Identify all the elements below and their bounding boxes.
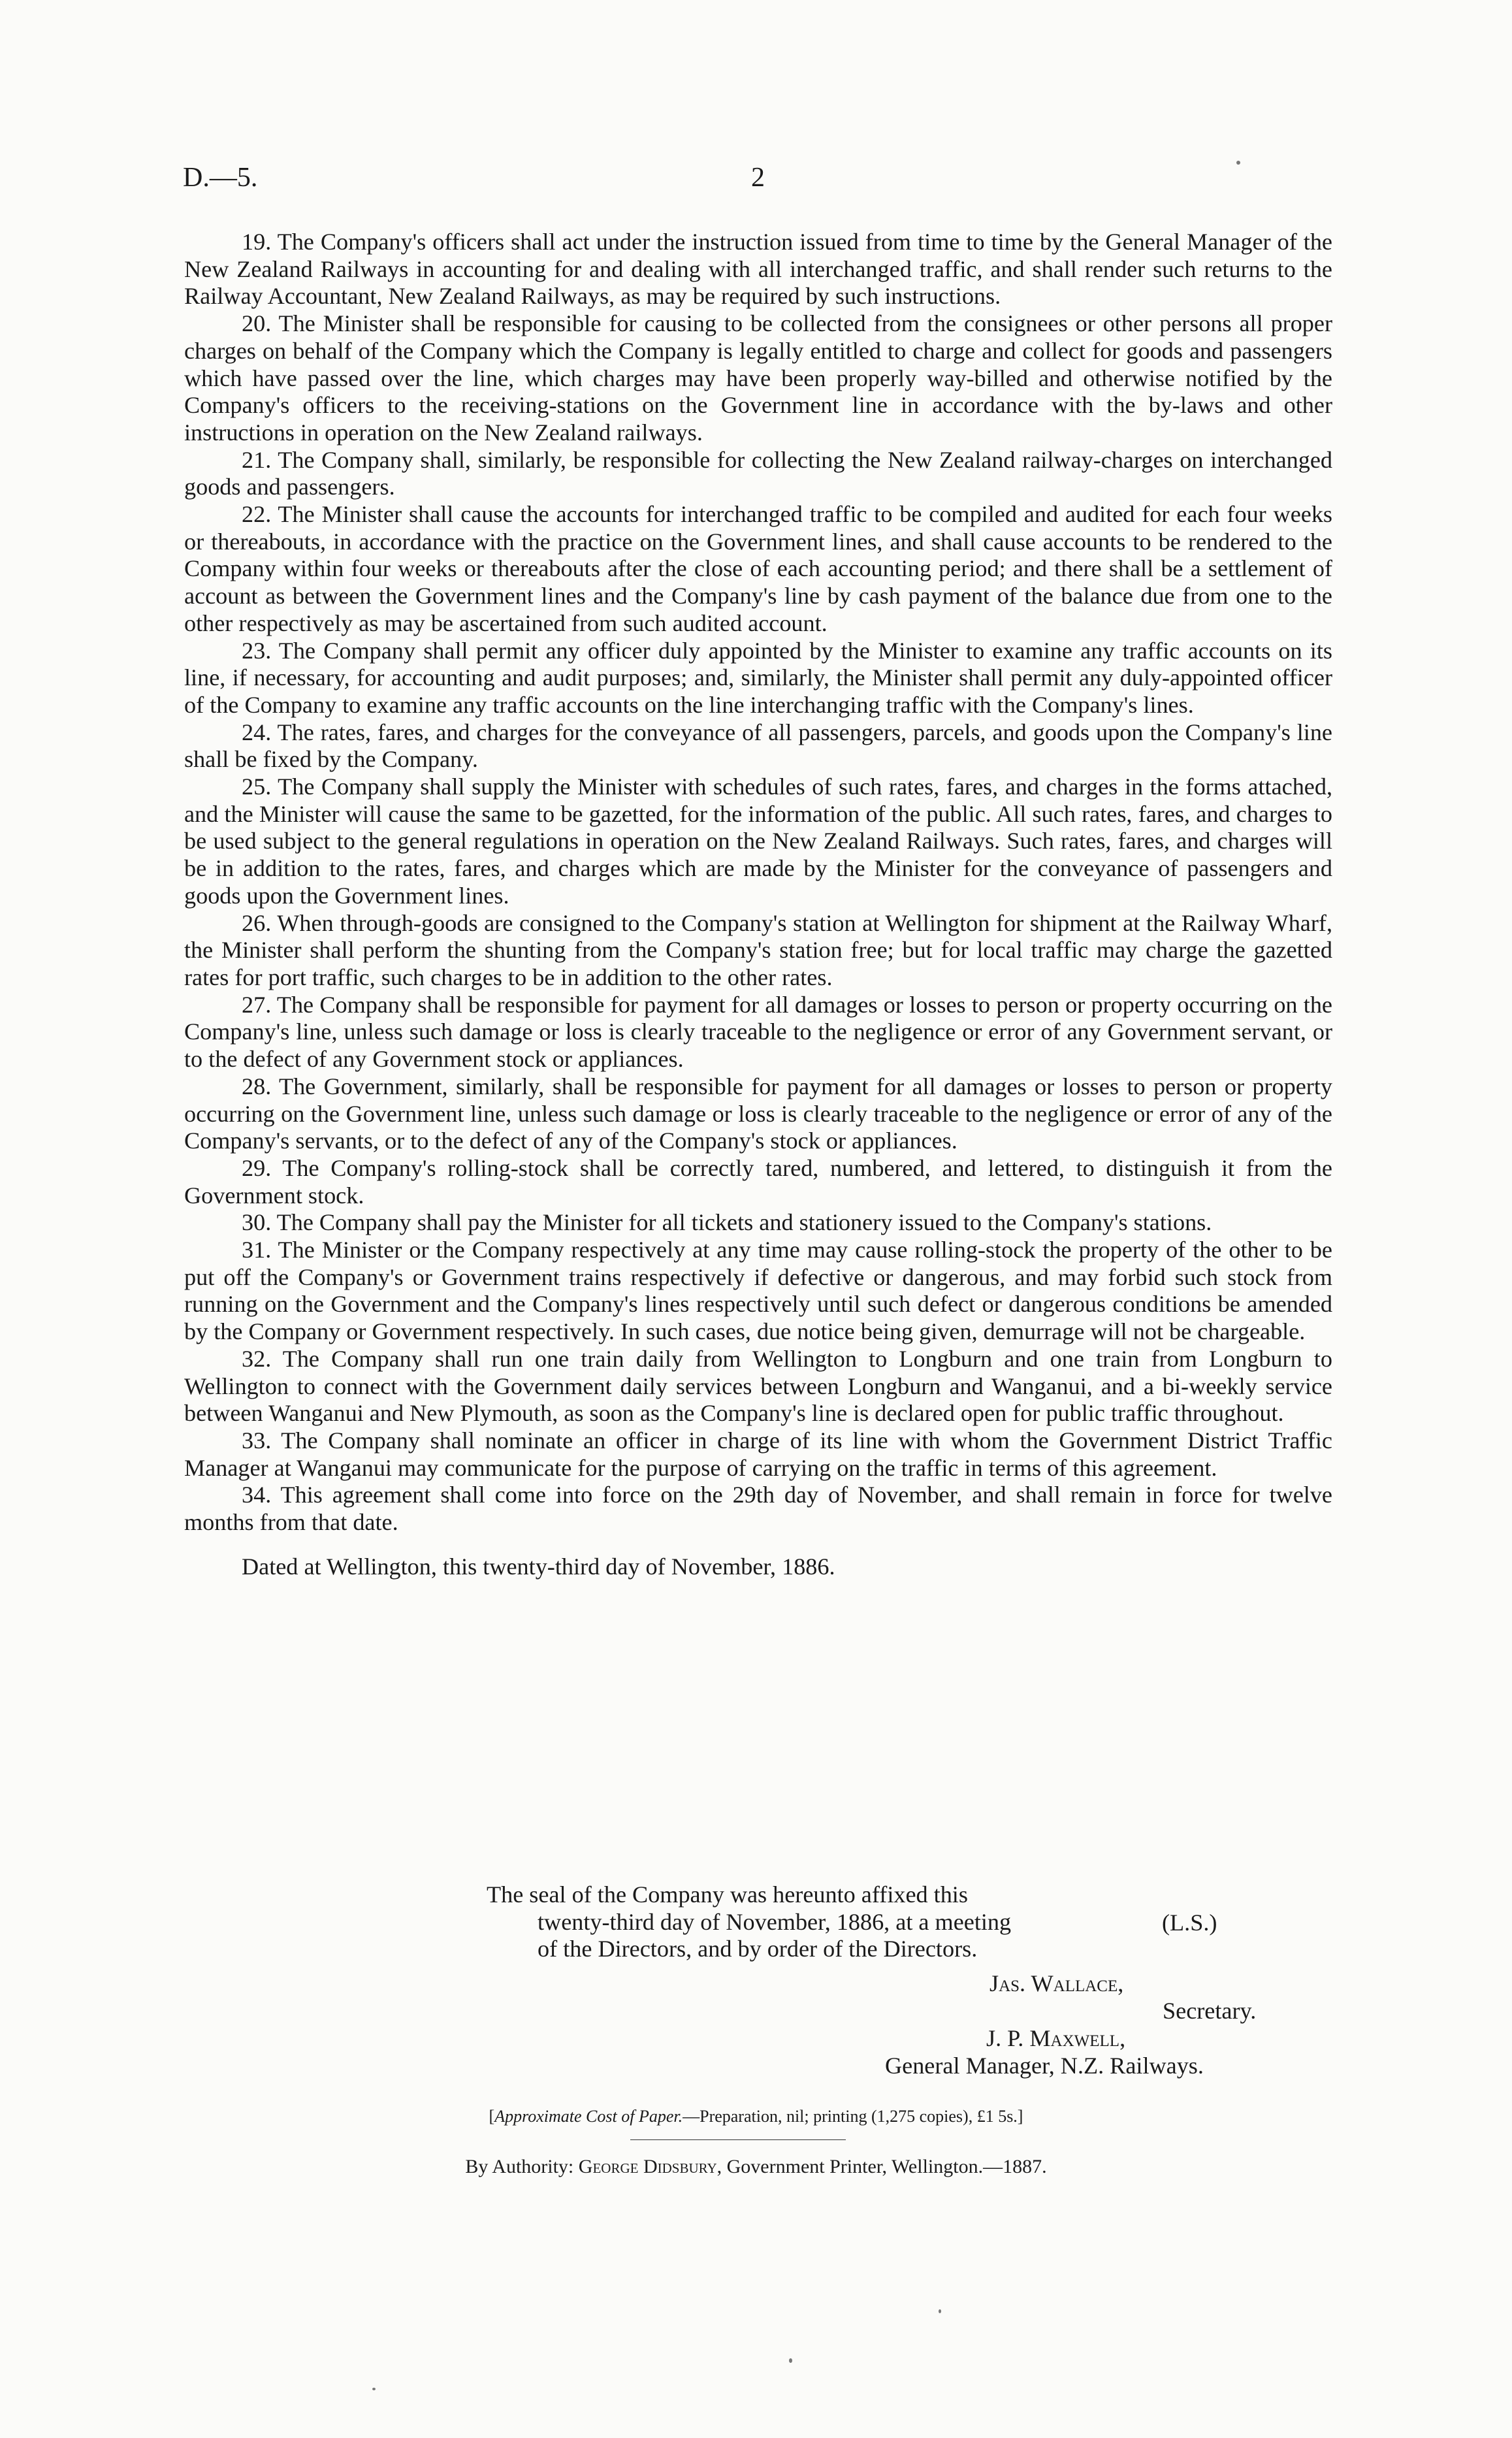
- paper-speck: [789, 2358, 792, 2363]
- clause-28: 28. The Government, similarly, shall be responsible for payment for all damages or losses to person or property occurring on the Government line, unless such damage or loss is clearly traceable to the negligence or error of any of the Company's servants, or to the defect of any of the Company's stock or appliances.: [184, 1073, 1332, 1154]
- clause-33: 33. The Company shall nominate an officer in charge of its line with whom the Government District Traffic Manager at Wanganui may communicate for the purpose of carrying on the traffic in terms of this agreement.: [184, 1427, 1332, 1481]
- seal-line-3: of the Directors, and by order of the Directors.: [538, 1936, 978, 1962]
- clause-26: 26. When through-goods are consigned to the Company's station at Wellington for shipment at the Railway Wharf, the Minister shall perform the shunting from the Company's station free; but for local traffic may charge the gazetted rates for port traffic, such charges to be in addition to the other rates.: [184, 909, 1332, 990]
- clause-34: 34. This agreement shall come into force on the 29th day of November, and shall remain in force for twelve months from that date.: [184, 1482, 1332, 1536]
- footnote-open-bracket: [: [489, 2107, 495, 2126]
- footnote-italic-label: Approximate Cost of Paper.: [494, 2107, 683, 2126]
- seal-statement: [487, 1881, 1336, 1963]
- footnote-text: —Preparation, nil; printing (1,275 copies), £1 5s.]: [683, 2107, 1023, 2126]
- paper-speck: [939, 2309, 941, 2313]
- page-header: [183, 162, 1359, 201]
- signatory-1-title: Secretary.: [1163, 1998, 1257, 2024]
- paper-speck: [1236, 161, 1240, 165]
- signatory-2-name: J. P. Maxwell,: [986, 2025, 1126, 2051]
- signatory-1-name: Jas. Wallace,: [989, 1970, 1124, 1996]
- clause-19: 19. The Company's officers shall act under the instruction issued from time to time by the General Manager of the New Zealand Railways in accounting for and dealing with all interchanged traffic, and shall render such returns to the Railway Accountant, New Zealand Railways, as may be required by such instructions.: [184, 229, 1332, 310]
- authority-prefix: By Authority:: [465, 2156, 579, 2177]
- seal-line-2: twenty-third day of November, 1886, at a meeting: [538, 1908, 1012, 1935]
- printer-imprint: [0, 2156, 1512, 2178]
- dated-line: Dated at Wellington, this twenty-third day of November, 1886.: [242, 1553, 835, 1580]
- paper-speck: [372, 2388, 376, 2390]
- clause-27: 27. The Company shall be responsible for payment for all damages or losses to person or property occurring on the Company's line, unless such damage or loss is clearly traceable to the negligence or error of any Government servant, or to the defect of any Government stock or appliances.: [184, 991, 1332, 1073]
- document-reference: D.—5.: [183, 163, 258, 193]
- page-number: 2: [751, 163, 765, 193]
- clause-25: 25. The Company shall supply the Minister with schedules of such rates, fares, and charges in the forms attached, and the Minister will cause the same to be gazetted, for the information of the public. All such rates, fares, and charges to be used subject to the general regulations in operation on the New Zealand Railways. Such rates, fares, and charges will be in addition to the rates, fares, and charges which are made by the Minister for the conveyance of passengers and goods upon the Government lines.: [184, 773, 1332, 909]
- agreement-clauses: [184, 229, 1332, 1580]
- clause-24: 24. The rates, fares, and charges for the conveyance of all passengers, parcels, and goods upon the Company's line shall be fixed by the Company.: [184, 719, 1332, 773]
- locus-sigilli: (L.S.): [1162, 1910, 1217, 1936]
- printer-name: George Didsbury: [578, 2156, 717, 2177]
- clause-30: 30. The Company shall pay the Minister for all tickets and stationery issued to the Company's stations.: [242, 1209, 1212, 1236]
- clause-32: 32. The Company shall run one train daily from Wellington to Longburn and one train from Longburn to Wellington to connect with the Government daily services between Longburn and Wanganui, and a bi-weekly service between Wanganui and New Plymouth, as soon as the Company's line is declared open for public traffic throughout.: [184, 1345, 1332, 1427]
- clause-20: 20. The Minister shall be responsible for causing to be collected from the consignees or other persons all proper charges on behalf of the Company which the Company is legally entitled to charge and collect for goods and passengers which have passed over the line, which charges may have been properly way-billed and otherwise notified by the Company's officers to the receiving-stations on the Government line in accordance with the by-laws and other instructions in operation on the New Zealand railways.: [184, 310, 1332, 446]
- clause-29: 29. The Company's rolling-stock shall be correctly tared, numbered, and lettered, to distinguish it from the Government stock.: [184, 1154, 1332, 1209]
- signatory-2-title: General Manager, N.Z. Railways.: [885, 2053, 1204, 2079]
- cost-of-paper-note: [0, 2107, 1512, 2126]
- clause-23: 23. The Company shall permit any officer duly appointed by the Minister to examine any traffic accounts on its line, if necessary, for accounting and audit purposes; and, similarly, the Minister shall permit any duly-appointed officer of the Company to examine any traffic accounts on the line interchanging traffic with the Company's lines.: [184, 637, 1332, 718]
- authority-suffix: , Government Printer, Wellington.—1887.: [716, 2156, 1047, 2177]
- clause-31: 31. The Minister or the Company respectively at any time may cause rolling-stock the property of the other to be put off the Company's or Government trains respectively if defective or dangerous, and may forbid such stock from running on the Government and the Company's lines respectively until such defect or dangerous conditions be amended by the Company or Government respectively. In such cases, due notice being given, demurrage will not be chargeable.: [184, 1237, 1332, 1345]
- clause-21: 21. The Company shall, similarly, be responsible for collecting the New Zealand railway-charges on interchanged goods and passengers.: [184, 446, 1332, 500]
- divider-rule: [630, 2139, 846, 2140]
- seal-line-1: The seal of the Company was hereunto affixed this: [487, 1881, 968, 1908]
- clause-22: 22. The Minister shall cause the accounts for interchanged traffic to be compiled and audited for each four weeks or thereabouts, in accordance with the practice on the Government lines, and shall cause accounts to be rendered to the Company within four weeks or thereabouts after the close of each accounting period; and there shall be a settlement of account as between the Government lines and the Company's line by cash payment of the balance due from one to the other respectively as may be ascertained from such audited account.: [184, 501, 1332, 636]
